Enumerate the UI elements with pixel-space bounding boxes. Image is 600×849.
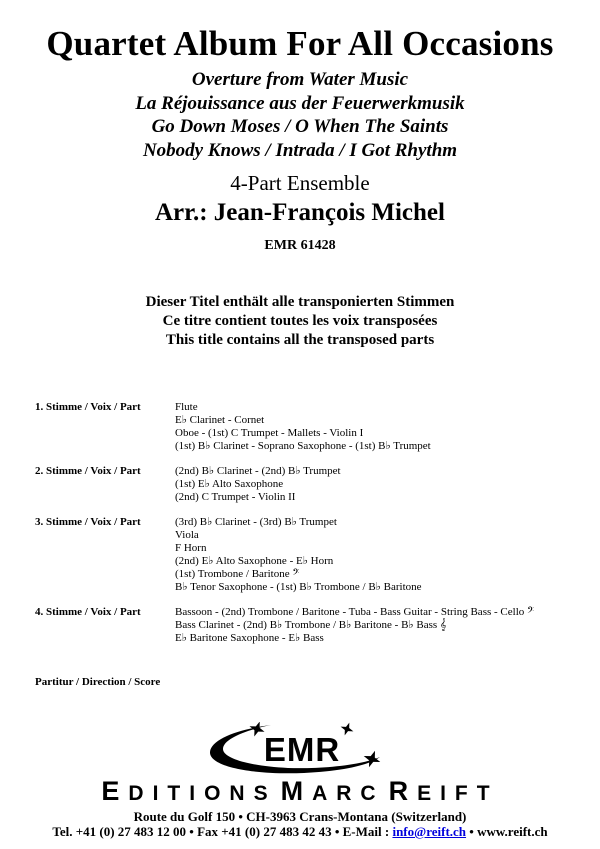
notice-line-french: Ce titre contient toutes les voix transposées (162, 313, 438, 329)
part-instruments (175, 465, 580, 504)
ensemble-label: 4-Part Ensemble (230, 171, 370, 195)
subtitle-line: Nobody Knows / Intrada / I Got Rhythm (142, 139, 458, 161)
website-text: www.reift.ch (477, 824, 548, 839)
notice-line-english: This title contains all the transposed parts (165, 332, 435, 348)
instrument-line: Bass Clarinet - (2nd) B♭ Trombone / B♭ Baritone - B♭ Bass 𝄞 (175, 619, 447, 631)
part-instruments (175, 606, 580, 645)
instrument-line: Bassoon - (2nd) Trombone / Baritone - Tuba - Bass Guitar - String Bass - Cello 𝄢 (175, 606, 535, 618)
instrument-line: (1st) E♭ Alto Saxophone (175, 478, 284, 490)
instrument-line: B♭ Tenor Saxophone - (1st) B♭ Trombone / B♭ Baritone (175, 581, 422, 593)
part-label: 2. Stimme / Voix / Part (35, 465, 141, 477)
part-row (35, 606, 580, 645)
part-label: 4. Stimme / Voix / Part (35, 606, 141, 618)
publisher-text: ARC (312, 782, 385, 805)
transposed-parts-notice (0, 293, 600, 350)
emr-logo (205, 722, 395, 776)
part-row (35, 465, 580, 504)
publisher-text: DITIONS (128, 782, 277, 805)
instrument-line: Flute (175, 401, 198, 413)
subtitle-line: Go Down Moses / O When The Saints (151, 116, 449, 137)
publisher-initial: M (280, 776, 313, 806)
publisher-initial: E (101, 776, 129, 806)
email-link[interactable]: info@reift.ch (392, 824, 467, 839)
part-row (35, 516, 580, 594)
catalog-number: EMR 61428 (264, 238, 336, 253)
instrument-line: Oboe - (1st) C Trumpet - Mallets - Violin I (175, 427, 364, 439)
part-instruments (175, 401, 580, 453)
contact-prefix: Tel. +41 (0) 27 483 12 00 • Fax +41 (0) 27 483 42 43 • E-Mail : (52, 824, 393, 839)
part-label: 3. Stimme / Voix / Part (35, 516, 141, 528)
instrument-line: Viola (175, 529, 199, 541)
subtitle-line: La Réjouissance aus der Feuerwerkmusik (135, 92, 465, 114)
instrument-line: (3rd) B♭ Clarinet - (3rd) B♭ Trumpet (175, 516, 337, 528)
instrument-line: (2nd) E♭ Alto Saxophone - E♭ Horn (175, 555, 334, 567)
instrument-line: (1st) Trombone / Baritone 𝄢 (175, 568, 300, 580)
instrument-line: E♭ Baritone Saxophone - E♭ Bass (175, 632, 324, 644)
score-label: Partitur / Direction / Score (35, 676, 161, 688)
publisher-text: EIFT (417, 782, 499, 805)
subtitle-line: Overture from Water Music (191, 69, 409, 90)
publisher-name (0, 776, 600, 806)
arranger-name: Arr.: Jean-François Michel (155, 199, 445, 226)
part-instruments (175, 516, 580, 594)
page-title: Quartet Album For All Occasions (46, 24, 554, 63)
contact-separator: • (466, 824, 478, 839)
instrument-line: E♭ Clarinet - Cornet (175, 414, 265, 426)
logo-text: EMR (263, 731, 341, 768)
instrument-line: (2nd) C Trumpet - Violin II (175, 491, 296, 503)
emr-logo-graphic (205, 722, 395, 776)
star-icon (338, 722, 355, 738)
publisher-initial: R (388, 776, 418, 806)
notice-line-german: Dieser Titel enthält alle transponierten Stimmen (145, 294, 455, 310)
star-icon (361, 748, 384, 771)
instrument-line: F Horn (175, 542, 207, 554)
publisher-address: Route du Golf 150 • CH-3963 Crans-Montana (Switzerland) (133, 809, 467, 824)
instrument-line: (1st) B♭ Clarinet - Soprano Saxophone - (1st) B♭ Trumpet (175, 440, 431, 452)
contact-line (0, 824, 600, 840)
parts-list (0, 401, 600, 645)
subtitle-block (0, 68, 600, 162)
part-row (35, 401, 580, 453)
instrument-line: (2nd) B♭ Clarinet - (2nd) B♭ Trumpet (175, 465, 341, 477)
publisher-footer (0, 722, 600, 840)
part-label: 1. Stimme / Voix / Part (35, 401, 141, 413)
